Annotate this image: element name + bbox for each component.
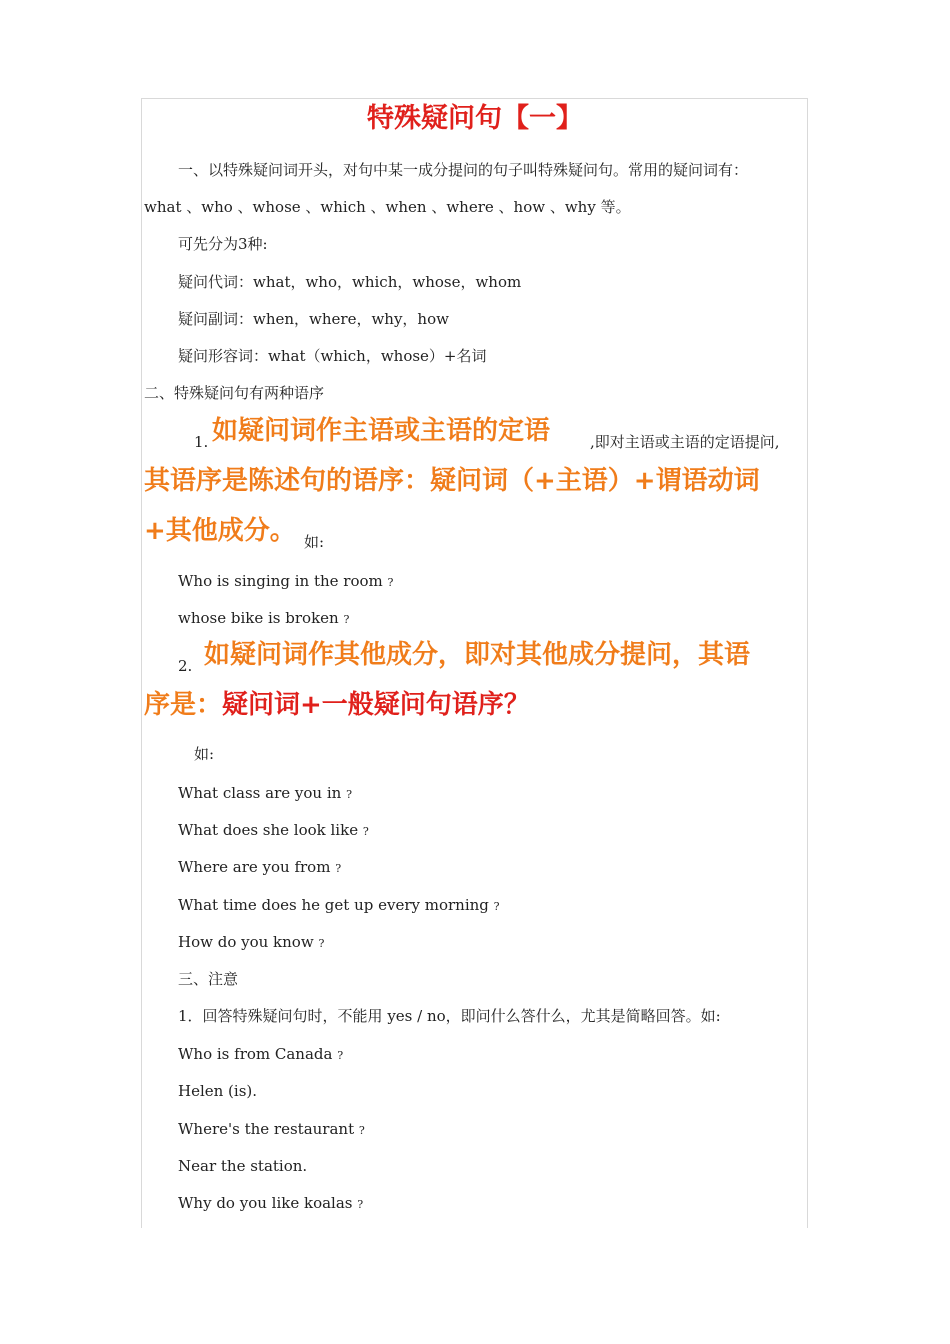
example-2-1: What class are you in ? (178, 784, 352, 802)
item-1-line-3: +其他成分。 (144, 516, 296, 546)
section-3-heading: 三、注意 (178, 970, 239, 988)
item-1-example-label: 如: (304, 533, 325, 551)
item-1-number: 1. (194, 433, 209, 451)
item-2-example-label: 如: (194, 745, 215, 763)
example-2-5: How do you know ? (178, 933, 325, 951)
example-3-3: Where's the restaurant ? (178, 1120, 365, 1138)
example-1-1: Who is singing in the room ? (178, 572, 394, 590)
example-2-2: What does she look like ? (178, 821, 369, 839)
item-1-line-2: 其语序是陈述句的语序：疑问词（+主语）+谓语动词 (144, 466, 760, 496)
section-2-heading: 二、特殊疑问句有两种语序 (144, 384, 325, 402)
note-1: 1．回答特殊疑问句时，不能用 yes / no，即问什么答什么，尤其是简略回答。如: (178, 1007, 721, 1025)
example-3-4: Near the station. (178, 1157, 308, 1175)
item-1-tail: ,即对主语或主语的定语提问, (590, 433, 780, 451)
interrogative-adjectives: 疑问形容词：what（which，whose）+名词 (178, 347, 487, 365)
intro-split: 可先分为3种: (178, 235, 268, 253)
example-3-5: Why do you like koalas ? (178, 1194, 364, 1212)
item-2-number: 2. (178, 657, 193, 675)
intro-line-1: 一、以特殊疑问词开头，对句中某一成分提问的句子叫特殊疑问句。常用的疑问词有： (178, 161, 749, 179)
item-2-line-1: 如疑问词作其他成分，即对其他成分提问，其语 (204, 640, 751, 670)
item-1-highlight: 如疑问词作主语或主语的定语 (212, 416, 551, 446)
example-3-1: Who is from Canada ? (178, 1045, 344, 1063)
example-3-2: Helen (is). (178, 1082, 258, 1100)
item-2-line-2: 序是：疑问词+一般疑问句语序？ (144, 690, 530, 720)
interrogative-adverbs: 疑问副词：when，where，why，how (178, 310, 449, 328)
example-2-3: Where are you from ? (178, 858, 342, 876)
example-1-2: whose bike is broken ? (178, 609, 350, 627)
intro-line-2: what 、who 、whose 、which 、when 、where 、how 、why 等。 (144, 198, 631, 216)
interrogative-pronouns: 疑问代词：what，who，which，whose，whom (178, 273, 522, 291)
page-title: 特殊疑问句【一】 (367, 103, 583, 134)
example-2-4: What time does he get up every morning ? (178, 896, 500, 914)
